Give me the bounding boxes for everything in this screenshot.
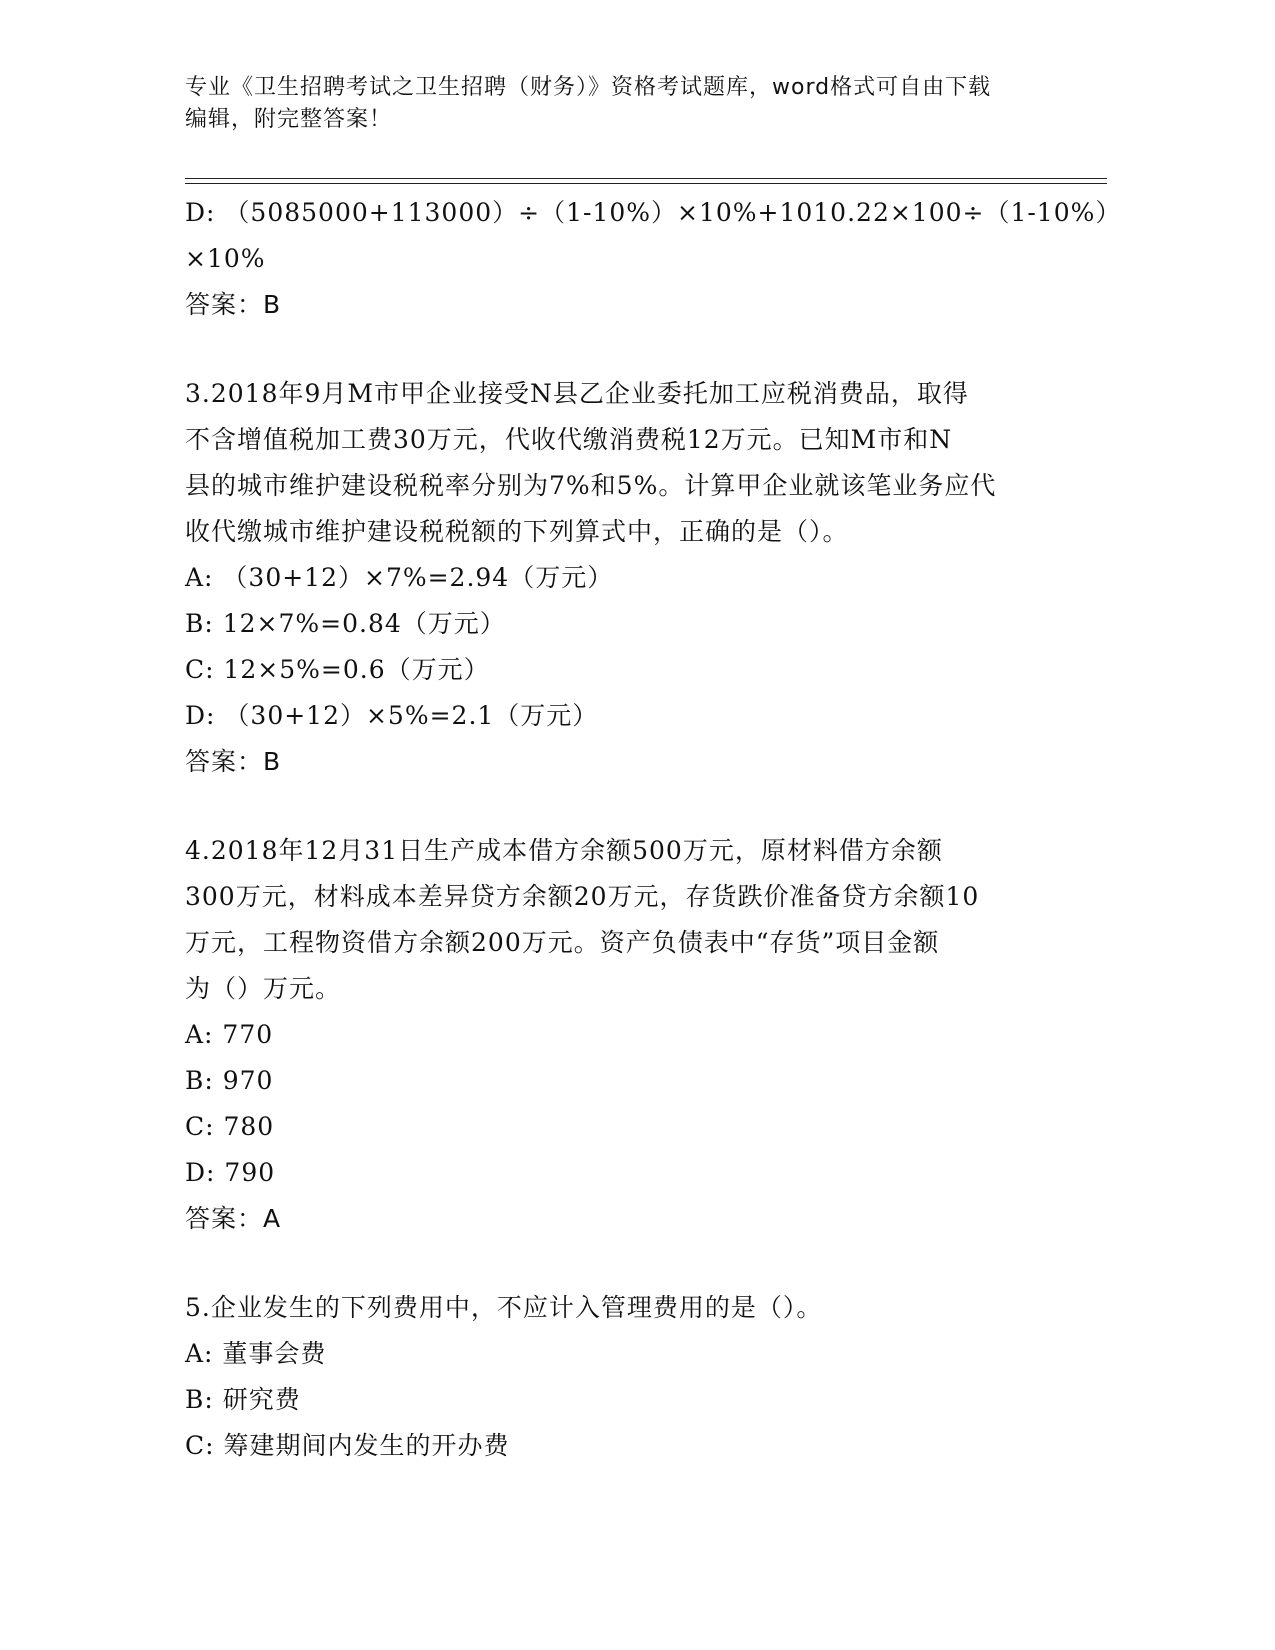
option-b: B: 12×7%=0.84（万元） — [185, 609, 506, 638]
option-a: A: 董事会费 — [185, 1339, 327, 1368]
question-text: 县的城市维护建设税税率分别为7%和5%。计算甲企业就该笔业务应代 — [185, 471, 997, 500]
question-text: 3.2018年9月M市甲企业接受N县乙企业委托加工应税消费品，取得 — [185, 379, 969, 408]
question-text: 收代缴城市维护建设税税额的下列算式中，正确的是（）。 — [185, 517, 849, 546]
option-a: A: （30+12）×7%=2.94（万元） — [185, 563, 614, 592]
spacer — [185, 1242, 1085, 1285]
option-b: B: 研究费 — [185, 1385, 301, 1414]
question-text: 4.2018年12月31日生产成本借方余额500万元，原材料借方余额 — [185, 836, 943, 865]
header-divider-top — [185, 178, 1107, 179]
question-text: 5.企业发生的下列费用中，不应计入管理费用的是（）。 — [185, 1293, 823, 1322]
spacer — [185, 328, 1085, 371]
question-4 — [185, 828, 1085, 1242]
question-text: 为（）万元。 — [185, 974, 342, 1003]
question-5 — [185, 1285, 1085, 1469]
question-3 — [185, 371, 1085, 785]
option-d: D: 790 — [185, 1158, 276, 1187]
answer: 答案：A — [185, 1204, 282, 1233]
option-c: C: 筹建期间内发生的开办费 — [185, 1431, 510, 1460]
option-c: C: 12×5%=0.6（万元） — [185, 655, 490, 684]
option-a: A: 770 — [185, 1020, 274, 1049]
header-divider-bottom — [185, 183, 1107, 184]
document-header — [185, 72, 1085, 136]
question-text: 不含增值税加工费30万元，代收代缴消费税12万元。已知M市和N — [185, 425, 953, 454]
answer: 答案：B — [185, 747, 282, 776]
spacer — [185, 785, 1085, 828]
option-c: C: 780 — [185, 1112, 275, 1141]
question-list — [185, 190, 1122, 1469]
question-2-tail — [185, 190, 1122, 328]
answer: 答案：B — [185, 290, 282, 319]
question-text: 300万元，材料成本差异贷方余额20万元，存货跌价准备贷方余额10 — [185, 882, 980, 911]
header-line-1: 专业《卫生招聘考试之卫生招聘（财务）》资格考试题库，word格式可自由下载 — [185, 75, 992, 100]
header-line-2: 编辑，附完整答案！ — [185, 107, 393, 132]
option-d-continued: ×10% — [185, 244, 266, 273]
question-text: 万元，工程物资借方余额200万元。资产负债表中“存货”项目金额 — [185, 928, 940, 957]
option-d: D: （5085000+113000）÷（1-10%）×10%+1010.22×100÷（1-10%） — [185, 198, 1122, 227]
option-d: D: （30+12）×5%=2.1（万元） — [185, 701, 599, 730]
option-b: B: 970 — [185, 1066, 274, 1095]
